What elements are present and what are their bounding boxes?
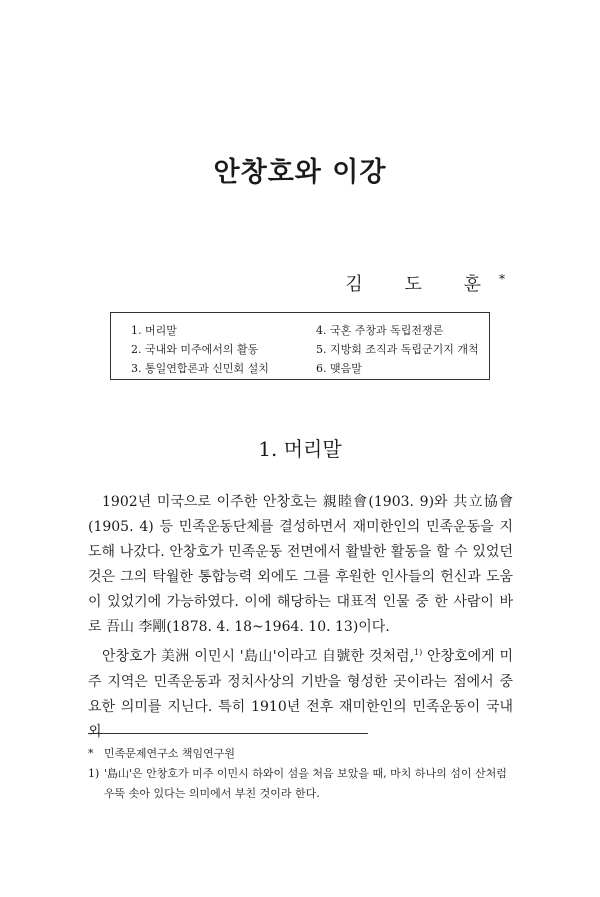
footnote-mark: *: [88, 747, 94, 760]
author-line: [345, 270, 505, 296]
footnote-text: 민족문제연구소 책임연구원: [104, 747, 236, 760]
footnotes: [88, 744, 513, 804]
body-text: [88, 490, 513, 745]
toc-item: 1. 머리말: [131, 324, 177, 337]
paragraph-2-part-a: 안창호가 美洲 이민시 '島山'이라고 自號한 것처럼,: [102, 648, 415, 665]
paragraph-2-part-b: 안창호에게 미주 지역은 민족운동과 정치사상의 기반을 형성한 곳이라는 점에서 중요한 의미를 지닌다. 특히 1910년 전후 재미한인의 민족운동이 국내외: [88, 648, 514, 740]
footnote-item: [88, 744, 513, 764]
section-heading: 1. 머리말: [258, 437, 342, 461]
author-name: 김 도 훈: [345, 274, 499, 295]
toc-item: 6. 맺음말: [316, 362, 362, 375]
footnote-ref: 1): [414, 648, 423, 657]
article-title: 안창호와 이강: [213, 157, 387, 188]
paragraph-1: 1902년 미국으로 이주한 안창호는 親睦會(1903. 9)와 共立協會(1905. 4) 등 민족운동단체를 결성하면서 재미한인의 민족운동을 지도해 나갔다. 안창호가 민족운동 전면에서 활발한 활동을 할 수 있었던 것은 그의 탁월한 통합능력 외에도 그를 후원한 인사들의 헌신과 도움이 있었기에 가능하였다. 이에 해당하는 대표적 인물 중 한 사람이 바로 吾山 李剛(1878. 4. 18~1964. 10. 13)이다.: [88, 494, 513, 635]
toc-item: 5. 지방회 조직과 독립군기지 개척: [316, 343, 479, 356]
table-of-contents: [110, 312, 490, 380]
footnote-mark: 1): [88, 767, 100, 780]
toc-item: 4. 국혼 주창과 독립전쟁론: [316, 324, 444, 337]
toc-item: 3. 통일연합론과 신민회 설치: [131, 362, 269, 375]
toc-item: 2. 국내와 미주에서의 활동: [131, 343, 259, 356]
footnote-text: '島山'은 안창호가 미주 이민시 하와이 섬을 처음 보았을 때, 마치 하나의 섬이 산처럼 우뚝 솟아 있다는 의미에서 부친 것이라 한다.: [104, 767, 507, 800]
toc-right-column: [316, 321, 479, 378]
toc-left-column: [131, 321, 269, 378]
paragraph-2: [88, 640, 513, 745]
footnote-divider: [88, 733, 368, 734]
footnote-item: [88, 764, 513, 804]
author-footnote-mark: *: [499, 272, 505, 286]
